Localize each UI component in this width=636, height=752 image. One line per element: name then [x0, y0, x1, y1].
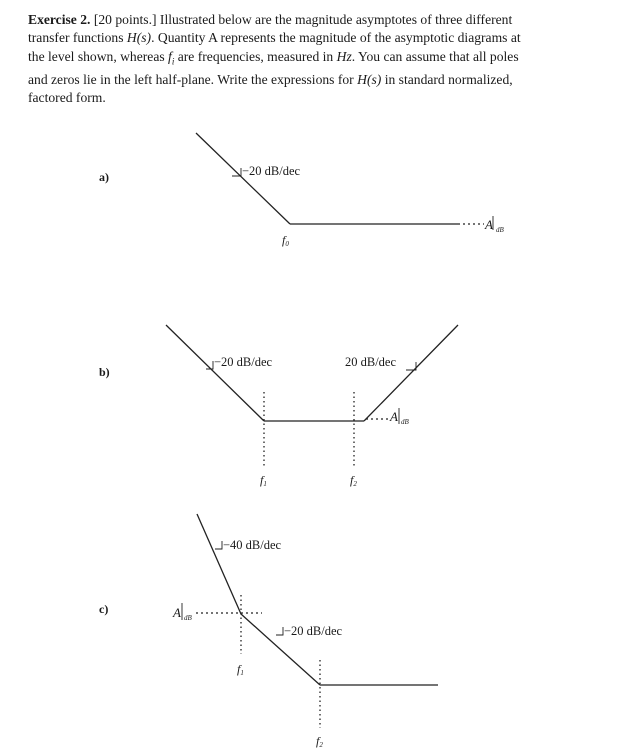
diagram-b-right-slope	[364, 325, 458, 421]
diagram-c-slope1-label: −40 dB/dec	[223, 538, 282, 552]
diagram-c-slope1-marker	[215, 541, 222, 549]
problem-text-3a: the level shown, whereas	[28, 48, 169, 64]
problem-text-3c: . You can assume that all poles	[351, 48, 519, 64]
diagram-b-right-slope-label: 20 dB/dec	[345, 355, 397, 369]
problem-text-5: factored form.	[28, 90, 106, 106]
diagram-b-left-slope	[166, 325, 264, 421]
points-label: [20 points.]	[93, 12, 157, 27]
exercise-label: Exercise 2.	[28, 12, 91, 27]
diagram-a-slope-line	[196, 133, 290, 224]
diagram-a-slope-label: −20 dB/dec	[242, 164, 301, 178]
diagram-b-amp-label: A $_{dB}$	[390, 409, 409, 426]
problem-text-2b: . Quantity A represents the magnitude of the asymptotic diagrams at	[151, 30, 521, 46]
diagram-b-left-slope-label: −20 dB/dec	[214, 355, 273, 369]
diagram-a-label: a)	[99, 170, 109, 184]
diagram-c-slope2-label: −20 dB/dec	[284, 624, 343, 638]
diagram-b-f2-label: f2	[350, 473, 357, 488]
diagram-c-label: c)	[99, 602, 109, 616]
problem-text-4a: and zeros lie in the left half-plane. Write the expressions for	[28, 71, 358, 87]
problem-text-2a: transfer functions	[28, 30, 127, 46]
diagram-c-f1-label: f1	[237, 662, 244, 677]
diagram-a-amp-label: A $_{dB}$	[485, 217, 504, 234]
problem-text-1: Illustrated below are the magnitude asymptotes of three different	[159, 12, 513, 27]
diagram-b-label: b)	[99, 365, 110, 379]
transfer-function-symbol-2: H(s)	[357, 71, 382, 87]
transfer-function-symbol: H(s)	[126, 30, 152, 46]
diagram-c-f2-label: f2	[316, 734, 323, 749]
problem-text-4b: in standard normalized,	[381, 71, 513, 87]
hz-unit: Hz	[336, 48, 352, 64]
diagram-c-steep-slope	[197, 514, 241, 614]
diagram-a-freq-label: f0	[282, 233, 289, 248]
frequency-symbol: f	[168, 48, 172, 64]
diagram-c-slope2-marker	[276, 627, 283, 635]
problem-text-3b: are frequencies, measured in	[174, 48, 337, 64]
diagram-c-amp-label: A $_{dB}$	[173, 605, 192, 622]
diagram-b-f1-label: f1	[260, 473, 267, 488]
frequency-symbol-sub: i	[171, 56, 175, 67]
